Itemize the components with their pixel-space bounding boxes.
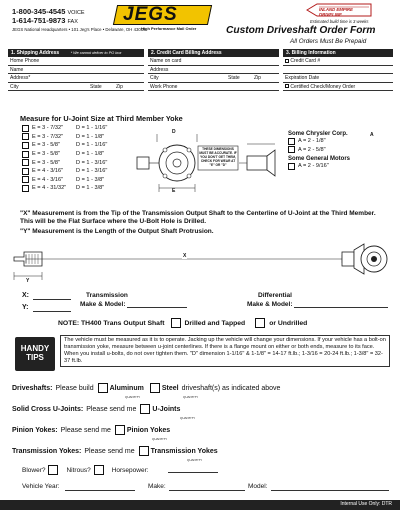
make-field[interactable] — [169, 490, 245, 491]
gm-row[interactable]: A = 2 - 9/16" — [288, 162, 350, 171]
jegs-logo — [115, 2, 210, 32]
phone-voice-number: 1-800-345-4545 — [12, 7, 66, 16]
shipping-section — [8, 49, 144, 91]
yoke-row[interactable]: E = 4 - 3/16" D = 1 - 3/8" — [22, 176, 107, 185]
y-measurement-text: "Y" Measurement is the Length of the Output Shaft Protrusion. — [20, 228, 214, 235]
cross-ujoints-label: Solid Cross U-Joints: — [12, 405, 84, 413]
chrysler-heading: Some Chrysler Corp. — [288, 131, 348, 137]
trans-make-field[interactable] — [127, 307, 187, 308]
horsepower-label: Horsepower: — [111, 466, 149, 474]
undrilled-checkbox[interactable] — [255, 318, 265, 328]
gm-checkbox[interactable] — [288, 163, 295, 170]
trans-yokes-row — [12, 446, 218, 456]
please-send-label: Please send me — [84, 447, 135, 455]
inland-empire-logo — [305, 3, 375, 17]
yoke-row[interactable]: E = 4 - 31/32" D = 1 - 3/8" — [22, 184, 107, 193]
handy-label: HANDY — [20, 344, 50, 353]
y-value-label: Y: — [22, 304, 29, 311]
trans-yokes-label: Transmission Yokes: — [12, 447, 82, 455]
th400-note — [58, 318, 307, 328]
model-field[interactable] — [271, 490, 389, 491]
vehicle-year-label: Vehicle Year: — [22, 483, 60, 490]
voice-label: VOICE — [67, 10, 85, 16]
handy-tips-badge — [15, 337, 55, 371]
undrilled-label: or Undrilled — [269, 319, 308, 327]
chrysler-options — [288, 131, 350, 171]
billing-city-state-zip-field[interactable]: City State Zip — [148, 74, 279, 83]
expiration-field[interactable]: Expiration Date — [283, 74, 393, 83]
certified-check-field[interactable]: Certified Check/Money Order — [283, 83, 393, 92]
handy-tips-text: The vehicle must be measured as it is to operate. Jacking up the vehicle will change your dimensions. If your vehicle has a bolt-on transmission yoke, measure between u-joint centerlines. If there is a flange mount on either or both ends, measure to its face. When you install u-bolts, do not over tighten them. "D" dimension 1-1/16" & 1-1/8" = 14-17 ft.lb.; 1-3/16 = 20-24 ft.lb.; 1-3/8" = 32-37 ft.lb. — [60, 335, 390, 367]
model-label: Model: — [248, 483, 268, 490]
ujoints-quantity-box[interactable] — [140, 404, 150, 414]
yoke-checkbox[interactable] — [22, 176, 29, 183]
driveshafts-row — [12, 383, 280, 393]
yoke-row[interactable]: E = 3 - 7/32" D = 1 - 1/8" — [22, 133, 107, 142]
yoke-checkbox[interactable] — [22, 142, 29, 149]
vehicle-year-field[interactable] — [65, 490, 135, 491]
nitrous-label: Nitrous? — [66, 466, 91, 474]
chrysler-checkbox[interactable] — [288, 146, 295, 153]
shipping-heading: 1. Shipping Address * We cannot deliver to PO box — [8, 49, 144, 57]
quantity-caption: QUANTITY — [183, 395, 199, 399]
blower-checkbox[interactable] — [48, 465, 58, 475]
ujoints-row — [12, 404, 180, 414]
shipping-city-state-zip-field[interactable]: City State Zip — [8, 83, 144, 92]
fax-label: FAX — [67, 19, 78, 25]
diagram-note: THESE DIMENSIONS MUST BE ACCURATE. IF YOU DON'T GET THEM, CHECK FOR WEAR AT "E" OR "D" — [199, 147, 237, 167]
yoke-checkbox[interactable] — [22, 185, 29, 192]
chrysler-row[interactable]: A = 2 - 5/8" — [288, 146, 350, 155]
pinion-row — [12, 425, 170, 435]
diagram-label-a: A — [370, 132, 374, 138]
yoke-checkbox[interactable] — [22, 151, 29, 158]
shaft-label-y: Y — [26, 278, 30, 284]
trans-make-label: Make & Model: — [80, 301, 126, 308]
hq-address: JEGS National Headquarters • 101 Jeg's Place • Delaware, OH 43015 — [12, 27, 146, 32]
card-name-field[interactable]: Name on card — [148, 57, 279, 66]
yoke-row[interactable]: E = 3 - 5/8" D = 1 - 3/16" — [22, 158, 107, 167]
y-value-field[interactable] — [33, 311, 71, 312]
x-value-label: X: — [22, 292, 29, 299]
pinion-yokes-label: Pinion Yokes — [126, 426, 171, 434]
inland-empire-text: INLAND EMPIRE DRIVELINE — [319, 7, 353, 17]
billing-info-section — [283, 49, 393, 91]
horsepower-field[interactable] — [168, 472, 218, 473]
form-title: Custom Driveshaft Order Form — [226, 25, 376, 36]
yoke-checkbox[interactable] — [22, 159, 29, 166]
jegs-logo-subtitle: High Performance Mail Order — [141, 26, 197, 31]
shaft-diagram — [12, 240, 390, 288]
yoke-checkbox[interactable] — [22, 133, 29, 140]
chrysler-row[interactable]: A = 2 - 1/8" — [288, 137, 350, 146]
x-measurement-text: "X" Measurement is from the Tip of the Transmission Output Shaft to the Centerline of U-Joint at the Third Member. This will be the Flat Surface where the U-Bolt Hole is Drilled. — [20, 210, 376, 226]
x-value-field[interactable] — [33, 299, 71, 300]
jegs-logo-text: JEGS — [123, 4, 178, 25]
quantity-caption: QUANTITY — [152, 437, 168, 441]
shaft-label-x: X — [183, 253, 187, 259]
quantity-caption: QUANTITY — [180, 416, 196, 420]
yoke-checkbox[interactable] — [22, 125, 29, 132]
make-label: Make: — [148, 483, 166, 490]
form-subtitle: All Orders Must Be Prepaid — [290, 38, 367, 45]
drilled-label: Drilled and Tapped — [184, 319, 246, 327]
billing-heading: 2. Credit Card Billing Address — [148, 49, 279, 57]
yoke-checkbox[interactable] — [22, 168, 29, 175]
yoke-row[interactable]: E = 3 - 5/8" D = 1 - 1/16" — [22, 141, 107, 150]
phone-voice — [12, 7, 85, 16]
quantity-caption: QUANTITY — [125, 395, 141, 399]
pinion-quantity-box[interactable] — [115, 425, 125, 435]
diff-make-label: Make & Model: — [247, 301, 293, 308]
transmission-yokes-label: Transmission Yokes — [150, 447, 218, 455]
aluminum-label: Aluminum — [109, 384, 144, 392]
chrysler-checkbox[interactable] — [288, 138, 295, 145]
blower-label: Blower? — [22, 466, 46, 474]
blank-field[interactable] — [283, 66, 393, 75]
shipping-name-field[interactable]: Name — [8, 66, 144, 75]
performance-row — [22, 465, 149, 475]
quantity-caption: QUANTITY — [187, 458, 203, 462]
phone-fax-number: 1-614-751-9873 — [12, 16, 66, 25]
driveshafts-label: Driveshafts: — [12, 384, 53, 392]
ujoints-label: U-Joints — [152, 405, 181, 413]
diagram-label-d: D — [172, 129, 176, 135]
steel-label: Steel — [161, 384, 179, 392]
internal-use-label: Internal Use Only: DTR — [340, 501, 392, 507]
yoke-heading: Measure for U-Joint Size at Third Member Yoke — [20, 114, 183, 123]
billing-address-field[interactable]: Address — [148, 66, 279, 75]
billing-section — [148, 49, 279, 91]
please-build-label: Please build — [55, 384, 94, 392]
billing-info-heading: 3. Billing Information — [283, 49, 393, 57]
diagram-label-e: E — [172, 188, 176, 194]
credit-card-checkbox[interactable] — [285, 59, 289, 63]
build-time: Estimated build time is 3 weeks — [310, 19, 369, 24]
drilled-checkbox[interactable] — [171, 318, 181, 328]
nitrous-checkbox[interactable] — [94, 465, 104, 475]
th400-note-label: NOTE: TH400 Trans Output Shaft — [58, 319, 165, 327]
trans-yokes-quantity-box[interactable] — [139, 446, 149, 456]
differential-label: Differential — [258, 292, 292, 299]
please-send-label: Please send me — [86, 405, 137, 413]
transmission-label: Transmission — [86, 292, 128, 299]
shipping-address-field[interactable]: Address* — [8, 74, 144, 83]
footer-bar — [0, 500, 400, 510]
yoke-diagram — [135, 126, 285, 200]
yoke-row[interactable]: E = 3 - 7/32" D = 1 - 1/16" — [22, 124, 107, 133]
certified-check-checkbox[interactable] — [285, 84, 289, 88]
tips-label: TIPS — [26, 353, 44, 362]
diff-make-field[interactable] — [294, 307, 388, 308]
work-phone-field[interactable]: Work Phone — [148, 83, 279, 92]
as-indicated-label: driveshaft(s) as indicated above — [181, 384, 281, 392]
steel-quantity-box[interactable] — [150, 383, 160, 393]
pinion-label: Pinion Yokes: — [12, 426, 58, 434]
yoke-row[interactable]: E = 4 - 3/16" D = 1 - 3/16" — [22, 167, 107, 176]
yoke-size-list — [22, 124, 107, 193]
aluminum-quantity-box[interactable] — [98, 383, 108, 393]
yoke-row[interactable]: E = 3 - 5/8" D = 1 - 1/8" — [22, 150, 107, 159]
gm-heading: Some General Motors — [288, 156, 351, 163]
credit-card-field[interactable]: Credit Card # — [283, 57, 393, 66]
home-phone-field[interactable]: Home Phone — [8, 57, 144, 66]
shaft-drawing — [12, 240, 390, 288]
phone-fax — [12, 16, 78, 25]
please-send-label: Please send me — [60, 426, 111, 434]
